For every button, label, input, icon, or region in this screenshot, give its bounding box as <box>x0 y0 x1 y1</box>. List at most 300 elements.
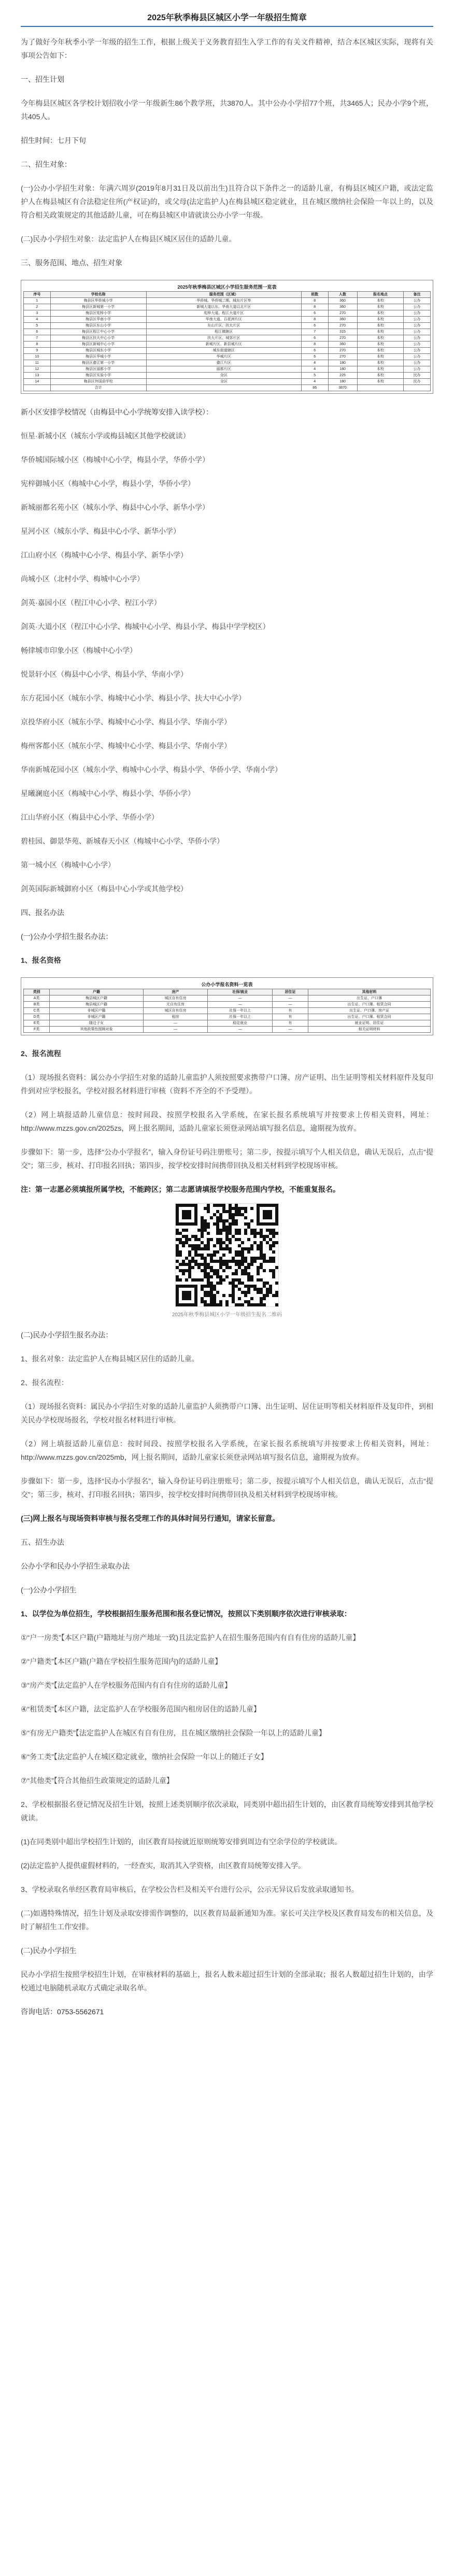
table-cell: 有 <box>272 1020 308 1027</box>
qr-module <box>229 1250 232 1254</box>
qr-module <box>260 1247 263 1250</box>
qr-module <box>219 1213 222 1216</box>
admission-rule-2-2: (2)法定监护人提供虚假材料的，一经查实，取消其入学资格，由区教育局统筹安排入学。 <box>21 1861 306 1870</box>
qr-module <box>232 1235 235 1238</box>
qr-module <box>179 1278 182 1282</box>
table-cell: 12 <box>24 366 51 373</box>
table-row <box>24 304 431 310</box>
qr-module <box>182 1244 185 1247</box>
table-cell: 本校 <box>357 373 404 379</box>
private-enroll-target: 1、报名对象：法定监护人在梅县城区居住的适龄儿童。 <box>21 1355 199 1363</box>
qr-module <box>213 1254 216 1257</box>
qr-module <box>269 1269 272 1272</box>
qr-module <box>263 1282 266 1285</box>
qr-module <box>257 1303 260 1306</box>
qr-module <box>182 1263 185 1266</box>
qr-module <box>232 1272 235 1275</box>
qr-module <box>241 1272 244 1275</box>
qr-module <box>225 1266 229 1269</box>
qr-module <box>201 1222 204 1226</box>
table-cell: — <box>143 1027 208 1033</box>
table-cell: 公办 <box>404 317 431 323</box>
qr-module <box>257 1291 260 1294</box>
private-flow-onsite: （1）现场报名资料：属民办小学招生对象的适龄儿童监护人须携带户口簿、出生证明、居住证明等相关材料原件及复印件，到相关民办学校现场报名，学校对报名材料进行审核。 <box>21 1402 433 1424</box>
admission-order-list <box>21 1631 433 1787</box>
table-cell: 8 <box>301 298 328 304</box>
qr-module <box>222 1294 225 1297</box>
qr-module <box>253 1257 257 1260</box>
admission-order-item: ⑦“其他类”【符合其他招生政策规定的适龄儿童】 <box>21 1776 174 1785</box>
qr-module <box>235 1272 238 1275</box>
qr-module <box>222 1241 225 1244</box>
qr-module <box>275 1232 278 1235</box>
qr-module <box>244 1269 247 1272</box>
qr-module <box>269 1288 272 1291</box>
qr-module <box>216 1241 219 1244</box>
admission-subtitle: 公办小学和民办小学招生录取办法 <box>21 1562 130 1570</box>
qr-module <box>229 1260 232 1263</box>
community-list-item: 剑英·大道小区（程江中心小学、梅城中心小学、梅县小学、梅县中学学校区） <box>21 622 270 631</box>
new-community-list <box>21 429 433 895</box>
qr-module <box>260 1229 263 1232</box>
table-cell: 梅县区新城中心小学 <box>50 341 146 348</box>
admission-rule-2: 2、学校根据报名登记情况及招生计划，按照上述类别顺序依次录取，同类别中超出招生计划的，由区教育局统筹安排到其他学校就读。 <box>21 1800 433 1822</box>
qr-module <box>179 1269 182 1272</box>
materials-table-header <box>24 989 431 995</box>
qr-module <box>219 1216 222 1219</box>
private-flow-online: （2）网上填报适龄儿童信息：按时间段、按照学校报名入学系统，在家长报名系统填写并按要求上传相关资料，网址：http://www.mzzs.gov.cn/2025mb，网上报名期间，适龄儿童家长须登录网站填写报名信息，逾期视为放弃。 <box>21 1440 433 1461</box>
qr-module <box>247 1300 250 1303</box>
qr-module <box>238 1282 241 1285</box>
table-row <box>24 360 431 366</box>
qr-module <box>210 1216 213 1219</box>
qr-module <box>204 1222 207 1226</box>
qr-module <box>222 1278 225 1282</box>
qr-module <box>201 1229 204 1232</box>
qr-module <box>225 1263 229 1266</box>
qr-module <box>247 1226 250 1229</box>
qr-module <box>241 1303 244 1306</box>
table-row <box>24 373 431 379</box>
qr-module <box>182 1229 185 1232</box>
table-cell: 梅县区城东小学 <box>50 348 146 354</box>
qr-module <box>272 1269 275 1272</box>
table-cell: 梅县城区户籍 <box>50 1002 143 1008</box>
table-cell: 有 <box>272 1008 308 1014</box>
community-list-item: 恒星·新城小区（城东小学或梅县城区其他学校就读） <box>21 432 190 440</box>
qr-module <box>238 1263 241 1266</box>
qr-module <box>191 1244 194 1247</box>
public-admission-title: (一)公办小学招生 <box>21 1586 77 1594</box>
qr-module <box>219 1244 222 1247</box>
qr-module <box>225 1238 229 1241</box>
table-cell: 6 <box>301 348 328 354</box>
table-cell: — <box>272 995 308 1002</box>
admission-rule-2-1: (1)在同类别中超出学校招生计划的，由区教育局按就近原则统筹安排到周边有空余学位的学校就读。 <box>21 1838 342 1846</box>
qr-module <box>247 1222 250 1226</box>
qr-module <box>216 1210 219 1213</box>
table-cell: 程江镇辖区 <box>146 329 301 335</box>
qr-module <box>229 1207 232 1210</box>
qr-module <box>235 1229 238 1232</box>
table-cell: 华南大道、百花洲片区 <box>146 317 301 323</box>
qr-module <box>241 1269 244 1272</box>
scope-table-header-cell: 学校名称 <box>50 292 146 298</box>
private-enroll-process: 2、报名流程： <box>21 1378 68 1387</box>
qr-module <box>213 1288 216 1291</box>
qr-module <box>213 1285 216 1288</box>
qr-module <box>201 1285 204 1288</box>
table-cell: 梅县区畲江第一小学 <box>50 360 146 366</box>
table-cell: 合计 <box>50 385 146 391</box>
qr-module <box>213 1272 216 1275</box>
qr-module <box>204 1263 207 1266</box>
qr-module <box>232 1282 235 1285</box>
qr-module <box>257 1266 260 1269</box>
private-enroll-title: (二)民办小学招生报名办法： <box>21 1331 113 1339</box>
table-cell: 公办 <box>404 304 431 310</box>
qr-module <box>207 1254 210 1257</box>
community-list-item: 东方花园小区（城东小学、梅城中心小学、梅县小学、扶大中心小学） <box>21 694 246 702</box>
qr-module <box>260 1241 263 1244</box>
qr-module <box>241 1260 244 1263</box>
admission-order-item: ③“房产类”【法定监护人在学校服务范围内有自有住房的适龄儿童】 <box>21 1681 232 1689</box>
qr-module <box>210 1285 213 1288</box>
scope-table-header-cell: 序号 <box>24 292 51 298</box>
qr-module <box>176 1244 179 1247</box>
qr-module <box>257 1269 260 1272</box>
qr-module <box>207 1282 210 1285</box>
qr-module <box>201 1257 204 1260</box>
table-cell: 梅县区程江中心小学 <box>50 329 146 335</box>
qr-module <box>269 1257 272 1260</box>
section-scope-title: 三、服务范围、地点、招生对象 <box>21 259 122 267</box>
table-cell: 东山片区、扶大片区 <box>146 323 301 329</box>
qr-module <box>247 1272 250 1275</box>
qr-module <box>176 1278 179 1282</box>
qr-module <box>247 1303 250 1306</box>
qr-module <box>260 1288 263 1291</box>
qr-module <box>275 1241 278 1244</box>
qr-module <box>263 1254 266 1257</box>
qr-module <box>260 1278 263 1282</box>
flow-onsite: （1）现场报名资料：属公办小学招生对象的适龄儿童监护人须按照要求携带户口簿、房产证明、出生证明等相关材料原件及复印件到对应学校报名，学校对报名材料进行审核（资料不齐全的不予受理）。 <box>21 1073 433 1095</box>
qr-module <box>213 1250 216 1254</box>
qr-module <box>201 1300 204 1303</box>
qr-code-icon[interactable] <box>175 1203 279 1307</box>
table-cell: — <box>272 1002 308 1008</box>
qr-module <box>210 1266 213 1269</box>
table-cell: 梅县区华南小学 <box>50 317 146 323</box>
qr-module <box>272 1235 275 1238</box>
qr-module <box>216 1275 219 1278</box>
qr-module <box>207 1222 210 1226</box>
qr-module <box>238 1260 241 1263</box>
table-cell: 随迁子女 <box>50 1020 143 1027</box>
qr-module <box>225 1210 229 1213</box>
admission-order-item: ①“户一房类”【本区户籍(户籍地址与房产地址一致)且法定监护人在招生服务范围内有自有住房的适龄儿童】 <box>21 1633 360 1642</box>
qr-module <box>201 1254 204 1257</box>
enroll-process-title: 2、报名流程 <box>21 1049 61 1058</box>
qr-module <box>210 1260 213 1263</box>
qr-module <box>197 1247 201 1250</box>
community-list-item: 华侨城国际城小区（梅城中心小学，梅县小学，华侨小学） <box>21 456 209 464</box>
table-cell: 丽都片区 <box>146 366 301 373</box>
page-title: 2025年秋季梅县区城区小学一年级招生简章 <box>147 13 307 22</box>
qr-module <box>247 1250 250 1254</box>
table-cell: 梅县区东山小学 <box>50 323 146 329</box>
qr-module <box>238 1254 241 1257</box>
section-enroll-title: 四、报名办法 <box>21 908 64 917</box>
community-list-item: 悦景轩小区（梅县中心小学、梅县小学、华南小学） <box>21 670 188 678</box>
table-cell: 租房 <box>143 1014 208 1020</box>
qr-module <box>213 1303 216 1306</box>
table-cell: 无自有住房 <box>143 1002 208 1008</box>
qr-module <box>219 1232 222 1235</box>
qr-module <box>260 1235 263 1238</box>
qr-module <box>188 1272 191 1275</box>
qr-module <box>194 1250 197 1254</box>
qr-module <box>204 1229 207 1232</box>
qr-module <box>216 1272 219 1275</box>
qr-module <box>197 1266 201 1269</box>
qr-module <box>235 1238 238 1241</box>
table-cell: 6 <box>301 335 328 341</box>
qr-module <box>207 1303 210 1306</box>
table-cell: D类 <box>24 1014 50 1020</box>
qr-module <box>204 1247 207 1250</box>
qr-module <box>204 1266 207 1269</box>
table-row <box>24 1014 431 1020</box>
scope-table-header-cell: 班数 <box>301 292 328 298</box>
admission-order-item: ④“租赁类”【本区户籍，法定监护人在学校服务范围内租房居住的适龄儿童】 <box>21 1705 261 1713</box>
table-row <box>24 310 431 317</box>
table-cell: 180 <box>328 379 357 385</box>
table-cell: 3 <box>24 310 51 317</box>
table-cell: 8 <box>301 304 328 310</box>
qr-module <box>201 1263 204 1266</box>
qr-module <box>219 1303 222 1306</box>
qr-module <box>222 1229 225 1232</box>
qr-module <box>232 1257 235 1260</box>
qr-module <box>201 1288 204 1291</box>
qr-block <box>139 1203 315 1318</box>
table-cell: 全区 <box>146 379 301 385</box>
qr-module <box>244 1216 247 1219</box>
qr-module <box>229 1294 232 1297</box>
qr-module <box>219 1247 222 1250</box>
qr-module <box>185 1269 188 1272</box>
qr-module <box>179 1254 182 1257</box>
qr-module <box>219 1278 222 1282</box>
table-cell: 民办 <box>404 373 431 379</box>
qr-module <box>229 1241 232 1244</box>
table-row <box>24 995 431 1002</box>
qr-module <box>253 1229 257 1232</box>
qr-module <box>191 1257 194 1260</box>
table-cell: 宪梓大道、程江大道片区 <box>146 310 301 317</box>
qr-module <box>222 1260 225 1263</box>
intro-paragraph: 为了做好今年秋季小学一年级的招生工作，根据上级关于义务教育招生入学工作的有关文件精神，结合本区城区实际，现将有关事项公告如下： <box>21 38 433 60</box>
qr-module <box>188 1244 191 1247</box>
qr-module <box>201 1219 204 1222</box>
table-cell: 10 <box>24 354 51 360</box>
table-cell: 本校 <box>357 304 404 310</box>
materials-table <box>23 980 431 1033</box>
qr-module <box>235 1204 238 1207</box>
qr-module <box>272 1244 275 1247</box>
materials-table-body <box>24 995 431 1033</box>
table-cell: 6 <box>301 323 328 329</box>
qr-module <box>229 1226 232 1229</box>
table-cell: 新城大道以东、华南大道以北片区 <box>146 304 301 310</box>
table-cell: E类 <box>24 1020 50 1027</box>
qr-module <box>263 1285 266 1288</box>
table-cell: 出生证、户口簿、租赁合同 <box>308 1002 430 1008</box>
table-cell: 4 <box>24 317 51 323</box>
qr-module <box>225 1229 229 1232</box>
qr-module <box>241 1207 244 1210</box>
qr-module <box>210 1257 213 1260</box>
qr-module <box>204 1219 207 1222</box>
admission-rule-1: 1、以学位为单位招生，学校根据招生服务范围和报名登记情况，按照以下类别顺序依次进行审核录取： <box>21 1610 351 1618</box>
qr-module <box>197 1254 201 1257</box>
qr-module <box>229 1232 232 1235</box>
table-cell: 9 <box>24 348 51 354</box>
qr-module <box>182 1269 185 1272</box>
table-cell: 公办 <box>404 323 431 329</box>
community-list-item: 华南新城花园小区（城东小学、梅城中心小学、梅县小学、华侨小学、华南小学） <box>21 765 282 774</box>
table-cell: 梅县区华侨城小学 <box>50 298 146 304</box>
qr-module <box>225 1244 229 1247</box>
qr-module <box>216 1250 219 1254</box>
table-cell: 本校 <box>357 379 404 385</box>
community-list-item: 碧桂园、御景华苑、新城春天小区（梅城中心小学、华侨小学） <box>21 837 224 845</box>
qr-module <box>247 1291 250 1294</box>
qr-module <box>216 1303 219 1306</box>
table-cell: 5 <box>24 323 51 329</box>
table-cell: 扶大片区、城郊片区 <box>146 335 301 341</box>
table-cell: 5 <box>301 373 328 379</box>
qr-module <box>188 1250 191 1254</box>
qr-module <box>207 1266 210 1269</box>
table-cell: 全区 <box>146 373 301 379</box>
qr-module <box>250 1232 253 1235</box>
qr-module <box>201 1247 204 1250</box>
title-bar <box>21 7 433 27</box>
qr-module <box>250 1263 253 1266</box>
table-cell: 180 <box>328 360 357 366</box>
qr-module <box>201 1269 204 1272</box>
admission-rule-special: (二)如遇特殊情况，招生计划及录取安排需作调整的，以区教育局最新通知为准。家长可关注学校及区教育局发布的相关信息，及时了解招生工作安排。 <box>21 1909 433 1931</box>
qr-module <box>250 1297 253 1300</box>
qr-module <box>176 1266 179 1269</box>
table-cell: 梅县区丽都小学 <box>50 366 146 373</box>
qr-module <box>210 1238 213 1241</box>
table-row <box>24 354 431 360</box>
table-cell: 8 <box>24 341 51 348</box>
table-cell <box>404 385 431 391</box>
qr-module <box>219 1257 222 1260</box>
table-cell: 非城区户籍 <box>50 1014 143 1020</box>
materials-table-image <box>21 977 433 1035</box>
qr-module <box>272 1250 275 1254</box>
qr-module <box>266 1291 269 1294</box>
table-cell: 出生证、户口簿 <box>308 995 430 1002</box>
table-row <box>24 1027 431 1033</box>
admission-order-item: ⑥“务工类”【法定监护人在城区稳定就业，缴纳社会保险一年以上的随迁子女】 <box>21 1753 268 1761</box>
qr-module <box>182 1272 185 1275</box>
table-cell: 公办 <box>404 335 431 341</box>
table-cell: 4 <box>301 366 328 373</box>
qr-module <box>207 1275 210 1278</box>
qr-module <box>222 1219 225 1222</box>
public-enroll-title: (一)公办小学招生报名办法： <box>21 932 113 941</box>
qr-module <box>216 1204 219 1207</box>
materials-table-header-cell: 类别 <box>24 989 50 995</box>
qr-module <box>213 1260 216 1263</box>
qr-module <box>241 1291 244 1294</box>
table-cell: — <box>208 1002 273 1008</box>
qr-module <box>244 1222 247 1226</box>
qr-module <box>272 1275 275 1278</box>
qr-module <box>185 1278 188 1282</box>
qr-module <box>194 1260 197 1263</box>
table-cell: 出生证、户口簿、租赁合同 <box>308 1014 430 1020</box>
section-target-private: (二)民办小学招生对象：法定监护人在梅县区城区居住的适龄儿童。 <box>21 235 236 243</box>
qr-module <box>201 1278 204 1282</box>
qr-module <box>253 1260 257 1263</box>
table-cell: 非城区户籍 <box>50 1008 143 1014</box>
qr-module <box>241 1282 244 1285</box>
qr-module <box>250 1278 253 1282</box>
table-cell: 4 <box>301 379 328 385</box>
table-cell: 城东街道辖区 <box>146 348 301 354</box>
table-cell: 1 <box>24 298 51 304</box>
qr-module <box>188 1254 191 1257</box>
qr-module <box>222 1204 225 1207</box>
qr-module <box>241 1250 244 1254</box>
qr-module <box>216 1216 219 1219</box>
qr-module <box>238 1229 241 1232</box>
qr-module <box>235 1260 238 1263</box>
qr-module <box>269 1247 272 1250</box>
qr-module <box>241 1263 244 1266</box>
qr-module <box>225 1235 229 1238</box>
qr-module <box>247 1247 250 1250</box>
section-target-title: 二、招生对象： <box>21 160 72 168</box>
qr-module <box>263 1297 266 1300</box>
qr-module <box>260 1263 263 1266</box>
qr-module <box>182 1210 191 1219</box>
qr-module <box>194 1247 197 1250</box>
qr-module <box>250 1244 253 1247</box>
qr-module <box>260 1291 263 1294</box>
qr-module <box>229 1222 232 1226</box>
table-cell: 270 <box>328 323 357 329</box>
table-cell: 11 <box>24 360 51 366</box>
qr-module <box>266 1294 269 1297</box>
scope-table-header-cell: 备注 <box>404 292 431 298</box>
scope-table-body <box>24 298 431 391</box>
table-cell: 相关证明材料 <box>308 1027 430 1033</box>
qr-module <box>241 1213 244 1216</box>
qr-module <box>176 1229 179 1232</box>
qr-module <box>210 1291 213 1294</box>
private-admission-text: 民办小学招生按照学校招生计划，在审核材料的基础上，报名人数未超过招生计划的全部录取；报名人数超过招生计划的，由学校通过电脑随机录取方式确定录取名单。 <box>21 1970 433 1992</box>
admission-rule-3: 3、学校录取名单经区教育局审核后，在学校公告栏及相关平台进行公示，公示无异议后发放录取通知书。 <box>21 1885 359 1894</box>
qr-module <box>179 1241 182 1244</box>
